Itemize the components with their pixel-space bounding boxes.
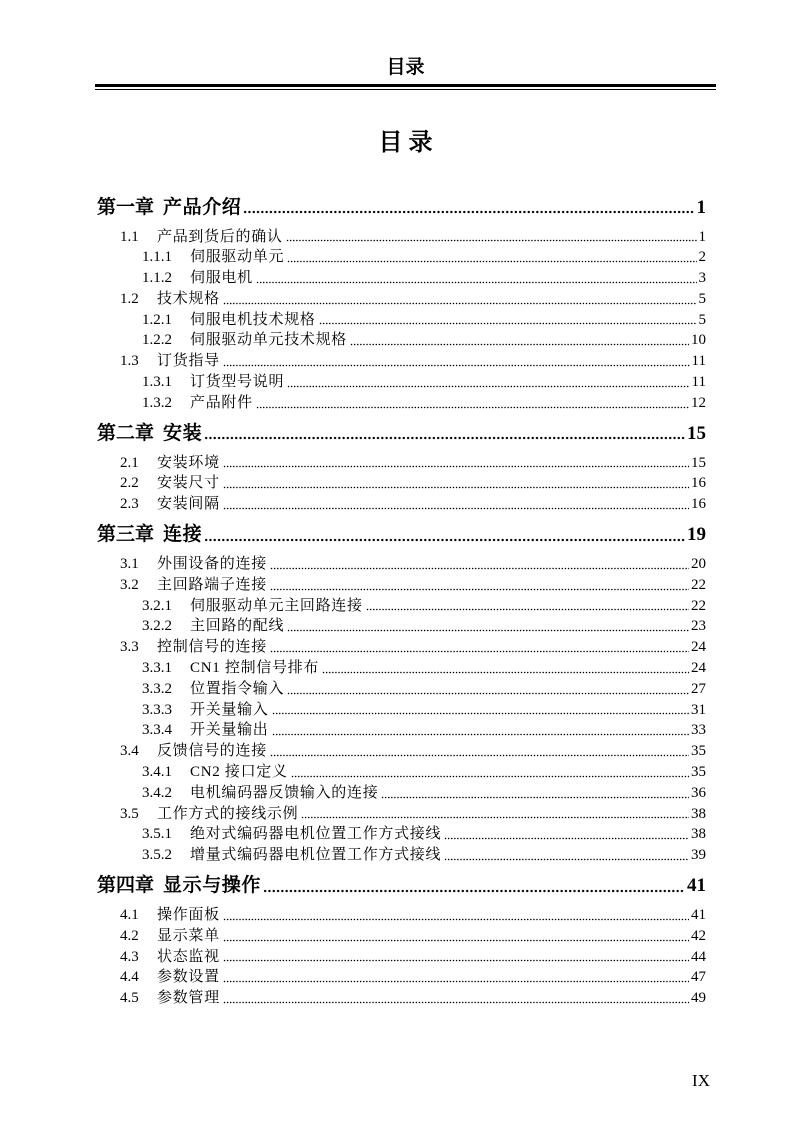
toc-title: CN2 接口定义 <box>190 764 288 781</box>
toc-page-number: 23 <box>691 618 706 635</box>
toc-page-number: 10 <box>691 332 706 349</box>
toc-subsection-entry[interactable] <box>97 720 706 741</box>
toc-page-number: 31 <box>691 701 706 718</box>
toc-title: 产品附件 <box>190 394 253 411</box>
running-header-title: 目录 <box>386 57 425 78</box>
toc-section-entry[interactable] <box>97 351 706 372</box>
toc-subsection-entry[interactable] <box>97 658 706 679</box>
toc-page-number: 19 <box>687 524 706 546</box>
toc-number: 3.4.2 <box>142 784 172 801</box>
toc-number: 3.3 <box>120 639 139 656</box>
toc-title: 订货型号说明 <box>190 374 285 391</box>
toc-title: 产品介绍 <box>163 196 242 218</box>
toc-subsection-entry[interactable] <box>97 310 706 331</box>
toc-subsection-entry[interactable] <box>97 845 706 866</box>
toc-title: 订货指导 <box>157 353 220 370</box>
toc-page-number: 24 <box>691 639 706 656</box>
toc-dot-leader <box>381 783 689 804</box>
toc-page-number: 1 <box>698 228 706 245</box>
toc-number: 第二章 <box>97 422 155 444</box>
toc-title: 产品到货后的确认 <box>157 228 283 245</box>
toc-section-entry[interactable] <box>97 494 706 515</box>
toc-dot-leader <box>287 679 689 700</box>
toc-page-number: 11 <box>691 353 706 370</box>
toc-number: 3.2.1 <box>142 597 172 614</box>
toc-page-number: 22 <box>691 576 706 593</box>
toc-page-number: 2 <box>698 249 706 266</box>
toc-dot-leader <box>256 268 697 289</box>
toc-title: 开关量输出 <box>190 722 269 739</box>
toc-title: 安装尺寸 <box>157 475 220 492</box>
toc-subsection-entry[interactable] <box>97 393 706 414</box>
toc-number: 第四章 <box>97 875 155 897</box>
toc-number: 3.5.1 <box>142 826 172 843</box>
toc-title: 工作方式的接线示例 <box>157 805 299 822</box>
toc-dot-leader <box>223 453 689 474</box>
toc-number: 2.3 <box>120 496 139 513</box>
toc-page-number: 44 <box>691 948 706 965</box>
toc-title: 参数设置 <box>157 969 220 986</box>
toc-title: 技术规格 <box>157 290 220 307</box>
toc-title: 伺服驱动单元 <box>190 249 285 266</box>
toc-page-number: 5 <box>698 290 706 307</box>
toc-section-entry[interactable] <box>97 453 706 474</box>
toc-title: 显示菜单 <box>157 927 220 944</box>
toc-title: 主回路的配线 <box>190 618 285 635</box>
toc-title: 绝对式编码器电机位置工作方式接线 <box>190 826 442 843</box>
toc-dot-leader <box>223 905 689 926</box>
toc-number: 2.2 <box>120 475 139 492</box>
toc-subsection-entry[interactable] <box>97 700 706 721</box>
toc-title: 开关量输入 <box>190 701 269 718</box>
toc-title: 显示与操作 <box>163 875 262 897</box>
toc-number: 3.4.1 <box>142 764 172 781</box>
toc-section-entry[interactable] <box>97 575 706 596</box>
toc-number: 1.1.1 <box>142 249 172 266</box>
toc-dot-leader <box>204 414 685 453</box>
toc-page-number: 20 <box>691 556 706 573</box>
toc-page-number: 36 <box>691 784 706 801</box>
toc-page-number: 1 <box>696 196 706 218</box>
toc-page-number: 12 <box>691 394 706 411</box>
toc-number: 4.1 <box>120 907 139 924</box>
toc-page-number: 47 <box>691 969 706 986</box>
toc-page-number: 38 <box>691 805 706 822</box>
toc-subsection-entry[interactable] <box>97 616 706 637</box>
toc-number: 1.1.2 <box>142 270 172 287</box>
toc-title: 操作面板 <box>157 907 220 924</box>
toc-dot-leader <box>444 824 689 845</box>
toc-title: 状态监视 <box>157 948 220 965</box>
toc-number: 3.3.1 <box>142 660 172 677</box>
toc-title: 安装间隔 <box>157 496 220 513</box>
toc-page-number: 15 <box>687 422 706 444</box>
toc-dot-leader <box>301 804 689 825</box>
toc-title: 电机编码器反馈输入的连接 <box>190 784 379 801</box>
toc-page-number: 33 <box>691 722 706 739</box>
toc-dot-leader <box>223 494 689 515</box>
toc-number: 3.3.4 <box>142 722 172 739</box>
toc-chapter-entry[interactable] <box>97 188 706 227</box>
toc-subsection-entry[interactable] <box>97 330 706 351</box>
toc-title: 控制信号的连接 <box>157 639 267 656</box>
toc-title: 伺服电机技术规格 <box>190 311 316 328</box>
toc-page-number: 27 <box>691 680 706 697</box>
toc-dot-leader <box>322 658 689 679</box>
toc-dot-leader <box>204 515 685 554</box>
toc-dot-leader <box>256 393 689 414</box>
table-of-contents <box>97 188 706 1010</box>
toc-page-number: 49 <box>691 990 706 1007</box>
toc-dot-leader <box>270 554 689 575</box>
toc-dot-leader <box>272 700 689 721</box>
toc-number: 3.4 <box>120 743 139 760</box>
toc-section-entry[interactable] <box>97 227 706 248</box>
toc-dot-leader <box>223 947 689 968</box>
toc-page-number: 41 <box>691 907 706 924</box>
toc-dot-leader <box>223 289 697 310</box>
toc-title: 伺服驱动单元主回路连接 <box>190 597 363 614</box>
toc-dot-leader <box>272 720 689 741</box>
toc-section-entry[interactable] <box>97 554 706 575</box>
toc-page-number: 15 <box>691 454 706 471</box>
toc-page-number: 16 <box>691 475 706 492</box>
toc-dot-leader <box>287 247 696 268</box>
toc-page-number: 3 <box>698 270 706 287</box>
toc-title: 安装环境 <box>157 454 220 471</box>
toc-section-entry[interactable] <box>97 637 706 658</box>
toc-section-entry[interactable] <box>97 947 706 968</box>
toc-section-entry[interactable] <box>97 289 706 310</box>
footer-page-number: IX <box>692 1071 710 1090</box>
header-rule-thick <box>95 84 716 87</box>
toc-dot-leader <box>270 637 689 658</box>
page-title: 目 录 <box>378 130 433 156</box>
toc-title: 反馈信号的连接 <box>157 743 267 760</box>
toc-number: 1.2.2 <box>142 332 172 349</box>
toc-dot-leader <box>223 351 690 372</box>
toc-section-entry[interactable] <box>97 967 706 988</box>
toc-chapter-entry[interactable] <box>97 515 706 554</box>
toc-dot-leader <box>286 227 697 248</box>
toc-dot-leader <box>287 372 689 393</box>
toc-page-number: 35 <box>691 764 706 781</box>
toc-chapter-entry[interactable] <box>97 866 706 905</box>
toc-number: 2.1 <box>120 454 139 471</box>
toc-number: 3.3.2 <box>142 680 172 697</box>
toc-page-number: 41 <box>687 875 706 897</box>
toc-number: 4.5 <box>120 990 139 1007</box>
toc-dot-leader <box>223 473 689 494</box>
toc-dot-leader <box>291 762 689 783</box>
toc-number: 3.3.3 <box>142 701 172 718</box>
toc-section-entry[interactable] <box>97 988 706 1009</box>
toc-number: 1.3.2 <box>142 394 172 411</box>
toc-title: CN1 控制信号排布 <box>190 660 320 677</box>
toc-dot-leader <box>223 926 689 947</box>
toc-dot-leader <box>366 596 689 617</box>
toc-dot-leader <box>243 188 694 227</box>
toc-dot-leader <box>444 845 689 866</box>
toc-section-entry[interactable] <box>97 804 706 825</box>
toc-page-number: 24 <box>691 660 706 677</box>
toc-number: 1.3.1 <box>142 374 172 391</box>
toc-page-number: 35 <box>691 743 706 760</box>
toc-subsection-entry[interactable] <box>97 783 706 804</box>
toc-title: 安装 <box>163 422 203 444</box>
toc-number: 1.2 <box>120 290 139 307</box>
toc-page-number: 16 <box>691 496 706 513</box>
toc-number: 1.2.1 <box>142 311 172 328</box>
toc-subsection-entry[interactable] <box>97 762 706 783</box>
toc-section-entry[interactable] <box>97 926 706 947</box>
header-rule-thin <box>95 89 716 90</box>
toc-title: 位置指令输入 <box>190 680 285 697</box>
toc-title: 主回路端子连接 <box>157 576 267 593</box>
toc-number: 4.4 <box>120 969 139 986</box>
toc-number: 1.3 <box>120 353 139 370</box>
toc-subsection-entry[interactable] <box>97 679 706 700</box>
toc-dot-leader <box>223 967 689 988</box>
toc-dot-leader <box>270 575 689 596</box>
toc-dot-leader <box>223 988 689 1009</box>
toc-title: 伺服驱动单元技术规格 <box>190 332 348 349</box>
toc-number: 4.3 <box>120 948 139 965</box>
toc-subsection-entry[interactable] <box>97 824 706 845</box>
toc-dot-leader <box>319 310 697 331</box>
toc-number: 1.1 <box>120 228 139 245</box>
toc-page-number: 11 <box>691 374 706 391</box>
toc-dot-leader <box>263 866 685 905</box>
toc-title: 外围设备的连接 <box>157 556 267 573</box>
toc-number: 第一章 <box>97 196 155 218</box>
toc-section-entry[interactable] <box>97 473 706 494</box>
toc-chapter-entry[interactable] <box>97 414 706 453</box>
toc-subsection-entry[interactable] <box>97 247 706 268</box>
toc-page-number: 5 <box>698 311 706 328</box>
toc-title: 伺服电机 <box>190 270 253 287</box>
toc-title: 连接 <box>163 524 203 546</box>
toc-number: 4.2 <box>120 927 139 944</box>
toc-subsection-entry[interactable] <box>97 596 706 617</box>
toc-title: 参数管理 <box>157 990 220 1007</box>
toc-number: 3.5.2 <box>142 847 172 864</box>
toc-dot-leader <box>270 741 689 762</box>
toc-page-number: 38 <box>691 826 706 843</box>
toc-dot-leader <box>287 616 689 637</box>
toc-number: 3.2 <box>120 576 139 593</box>
toc-section-entry[interactable] <box>97 741 706 762</box>
toc-section-entry[interactable] <box>97 905 706 926</box>
toc-subsection-entry[interactable] <box>97 268 706 289</box>
toc-page-number: 22 <box>691 597 706 614</box>
toc-number: 3.2.2 <box>142 618 172 635</box>
toc-title: 增量式编码器电机位置工作方式接线 <box>190 847 442 864</box>
toc-page-number: 42 <box>691 927 706 944</box>
toc-number: 3.1 <box>120 556 139 573</box>
toc-number: 3.5 <box>120 805 139 822</box>
toc-page-number: 39 <box>691 847 706 864</box>
toc-dot-leader <box>350 330 689 351</box>
toc-number: 第三章 <box>97 524 155 546</box>
toc-subsection-entry[interactable] <box>97 372 706 393</box>
